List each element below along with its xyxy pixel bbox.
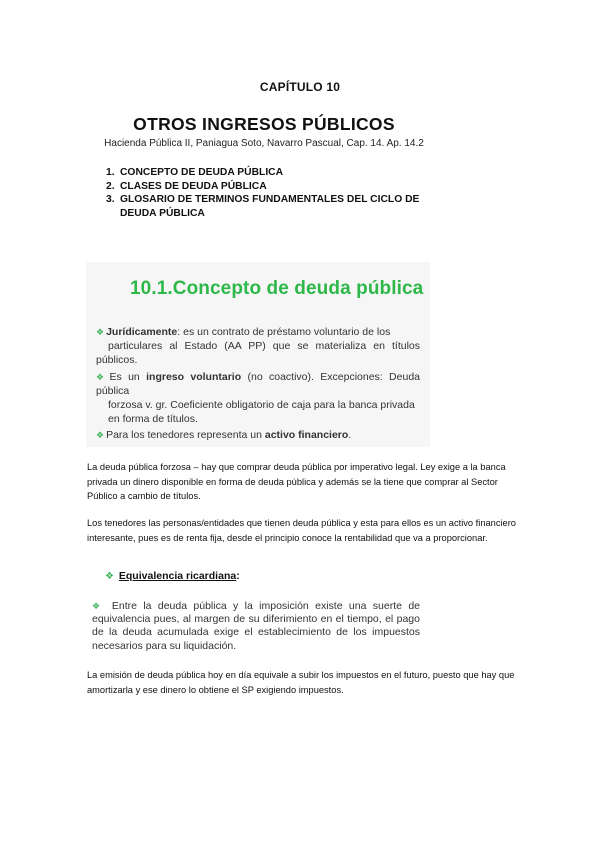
reference-line: Hacienda Pública II, Paniagua Soto, Navarro Pascual, Cap. 14. Ap. 14.2 [104, 138, 424, 149]
toc-item: 2. CLASES DE DEUDA PÚBLICA [106, 180, 267, 192]
body-paragraph: La deuda pública forzosa – hay que comprar deuda pública por imperativo legal. Ley exige a la banca privada un dinero disponible en forma de deuda pública y además se la tiene que comprar al Sector Público a cambio de títulos. [87, 462, 506, 502]
diamond-bullet-icon: ❖ [96, 430, 105, 440]
chapter-heading: CAPÍTULO 10 [259, 80, 341, 94]
body-paragraph: Los tenedores las personas/entidades que tienen deuda pública y esta para ellos es un activo financiero interesante, pues es de renta fija, desde el principio conoce la rentabilidad que va a proporcionar. [87, 518, 516, 543]
slide-bullet: ❖ Es un ingreso voluntario (no coactivo). Excepciones: Deuda pública forzosa v. gr. Coeficiente obligatorio de caja para la banca privada en forma de títulos. [96, 371, 420, 425]
slide-bullet: ❖ Para los tenedores representa un activo financiero. [96, 429, 352, 441]
diamond-bullet-icon: ❖ [96, 327, 105, 337]
toc-item: 1. CONCEPTO DE DEUDA PÚBLICA [106, 167, 284, 178]
section-heading: ❖ Equivalencia ricardiana: [105, 570, 240, 582]
slide-bullet: ❖ Jurídicamente: es un contrato de préstamo voluntario de los particulares al Estado (AA PP) que se materializa en títulos públicos. [96, 326, 420, 366]
diamond-bullet-icon: ❖ [96, 372, 108, 382]
diamond-bullet-icon: ❖ [92, 601, 104, 611]
quote-block: ❖ Entre la deuda pública y la imposición existe una suerte de equivalencia pues, al margen de su diferimiento en el tiempo, el pago de la deuda acumulada exige el establecimiento de los impuestos necesarios para su liquidación. [92, 600, 420, 652]
toc-item: DEUDA PÚBLICA [120, 207, 205, 219]
diamond-bullet-icon: ❖ [105, 571, 114, 582]
body-paragraph: La emisión de deuda pública hoy en día equivale a subir los impuestos en el futuro, puesto que hay que amortizarla y ese dinero lo obtiene el SP exigiendo impuestos. [87, 670, 515, 695]
page-title: OTROS INGRESOS PÚBLICOS [133, 114, 395, 134]
toc-item: 3. GLOSARIO DE TERMINOS FUNDAMENTALES DEL CICLO DE [106, 194, 420, 206]
table-of-contents [106, 166, 419, 220]
slide-title: 10.1.Concepto de deuda pública [130, 278, 424, 299]
